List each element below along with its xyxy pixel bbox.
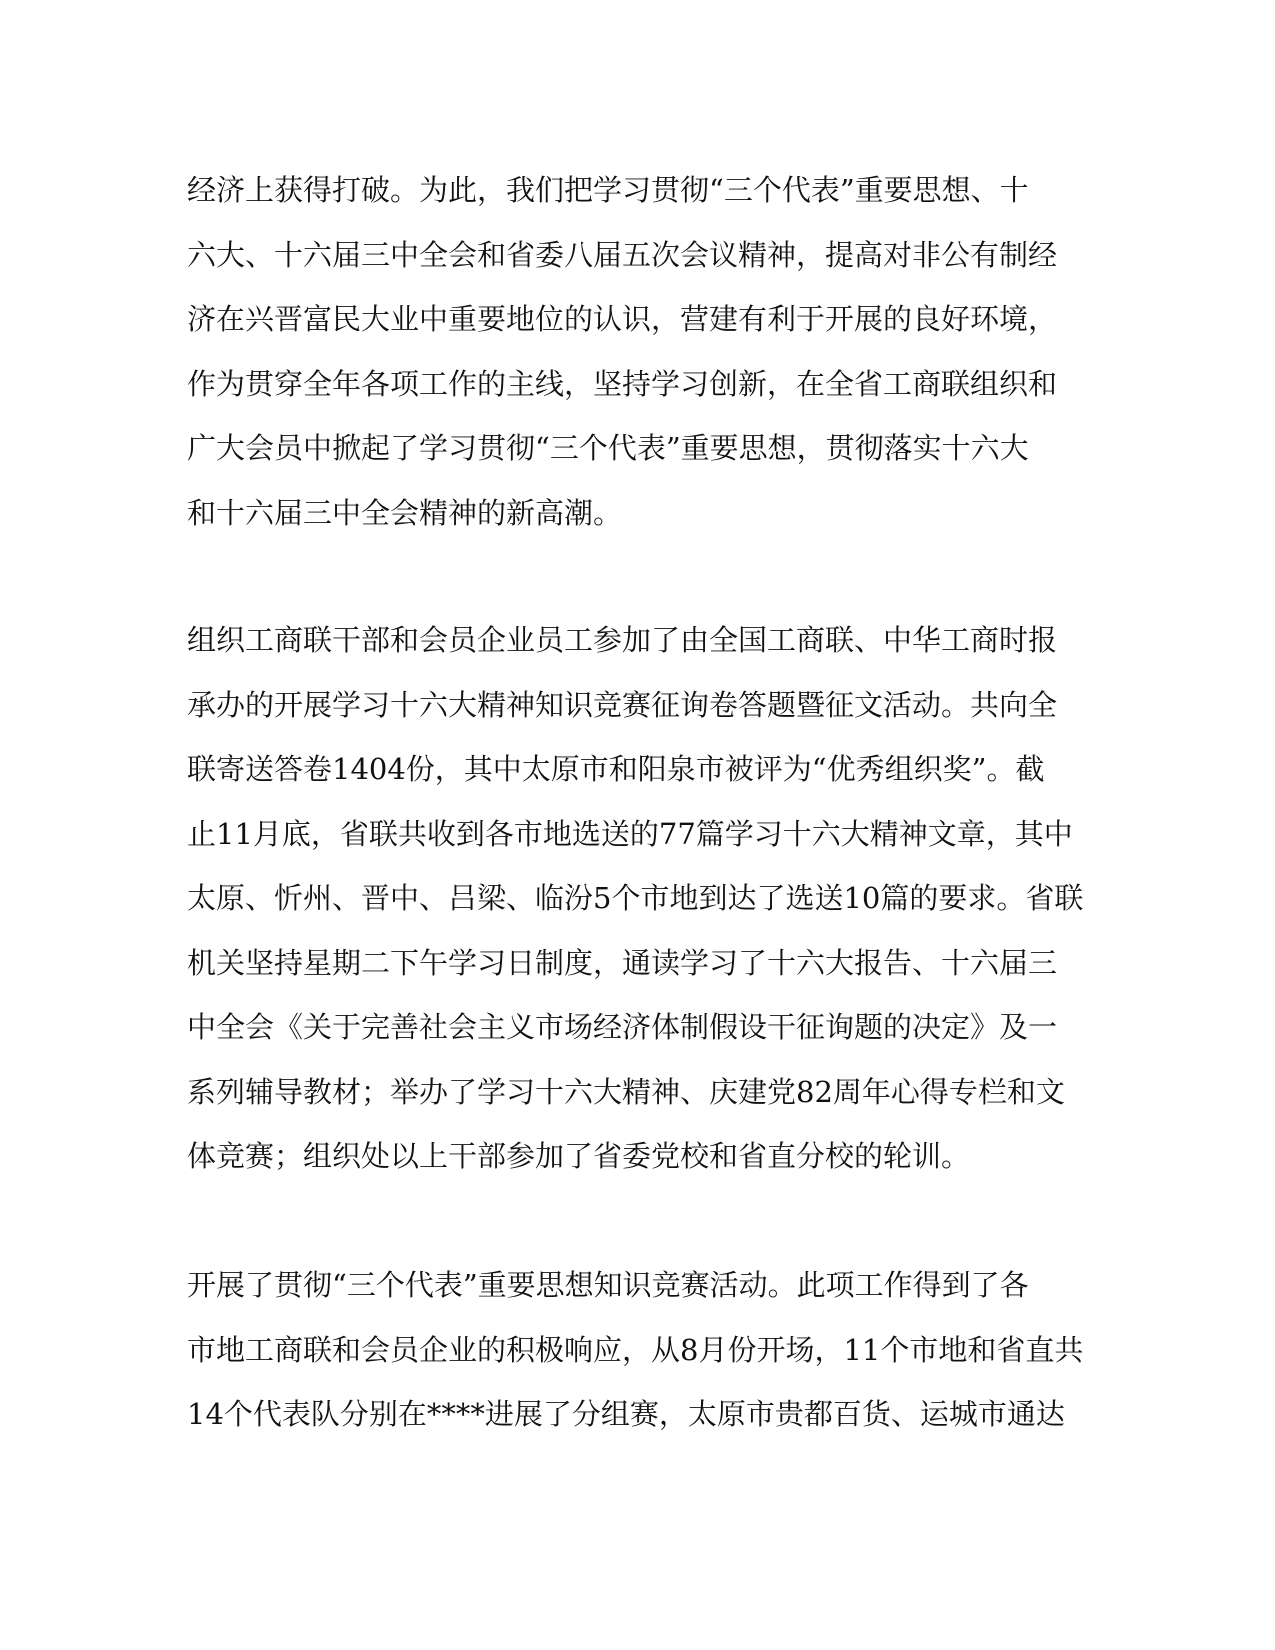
text-line: 体竞赛；组织处以上干部参加了省委党校和省直分校的轮训。 bbox=[187, 1139, 971, 1173]
text-line: 太原、忻州、晋中、吕梁、临汾5个市地到达了选送10篇的要求。省联 bbox=[187, 881, 1084, 915]
paragraph-2 bbox=[187, 608, 1087, 1189]
text-line: 14个代表队分别在****进展了分组赛，太原市贵都百货、运城市通达 bbox=[187, 1397, 1065, 1431]
text-line: 开展了贯彻“三个代表”重要思想知识竞赛活动。此项工作得到了各 bbox=[187, 1268, 1029, 1302]
text-line: 经济上获得打破。为此，我们把学习贯彻“三个代表”重要思想、十 bbox=[187, 173, 1029, 207]
text-line: 组织工商联干部和会员企业员工参加了由全国工商联、中华工商时报 bbox=[187, 623, 1058, 657]
text-line: 六大、十六届三中全会和省委八届五次会议精神，提高对非公有制经 bbox=[187, 237, 1058, 272]
text-line: 市地工商联和会员企业的积极响应，从8月份开场，11个市地和省直共 bbox=[187, 1332, 1084, 1367]
text-line: 承办的开展学习十六大精神知识竞赛征询卷答题暨征文活动。共向全 bbox=[187, 687, 1058, 722]
text-line: 联寄送答卷1404份，其中太原市和阳泉市被评为“优秀组织奖”。截 bbox=[187, 752, 1045, 786]
text-line: 中全会《关于完善社会主义市场经济体制假设干征询题的决定》及一 bbox=[187, 1010, 1058, 1044]
paragraph-1 bbox=[187, 158, 1087, 545]
text-line: 系列辅导教材；举办了学习十六大精神、庆建党82周年心得专栏和文 bbox=[187, 1074, 1065, 1109]
text-line: 济在兴晋富民大业中重要地位的认识，营建有利于开展的良好环境， bbox=[187, 302, 1058, 336]
text-line: 止11月底，省联共收到各市地选送的77篇学习十六大精神文章，其中 bbox=[187, 816, 1073, 851]
paragraph-3 bbox=[187, 1253, 1087, 1447]
text-line: 作为贯穿全年各项工作的主线，坚持学习创新，在全省工商联组织和 bbox=[187, 366, 1058, 401]
text-line: 和十六届三中全会精神的新高潮。 bbox=[187, 495, 623, 530]
text-line: 机关坚持星期二下午学习日制度，通读学习了十六大报告、十六届三 bbox=[187, 945, 1058, 980]
text-line: 广大会员中掀起了学习贯彻“三个代表”重要思想，贯彻落实十六大 bbox=[187, 431, 1029, 465]
